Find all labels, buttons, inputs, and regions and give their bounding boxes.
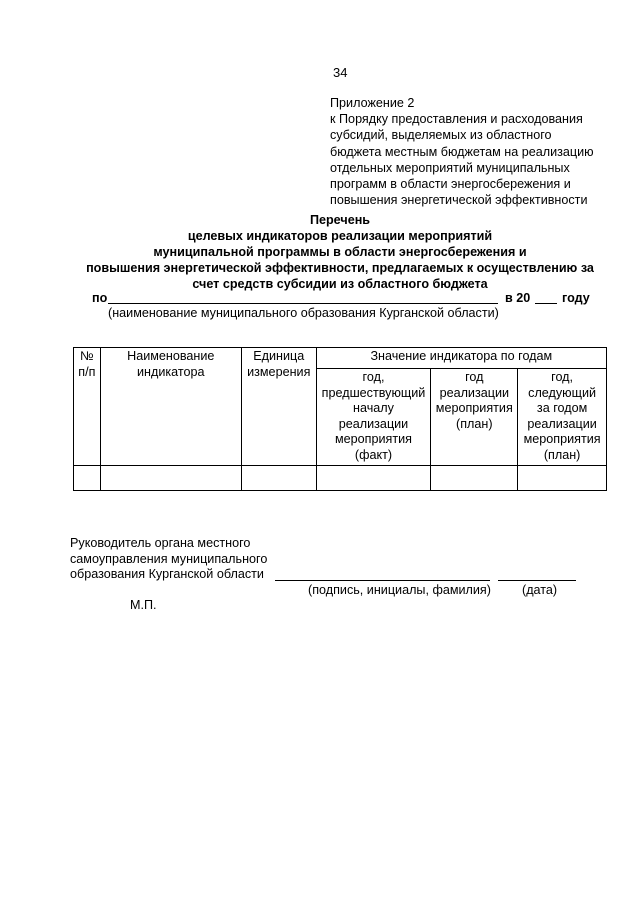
table-header-row <box>74 348 607 369</box>
municipality-caption: (наименование муниципального образования Курганской области) <box>108 306 499 320</box>
header-values: Значение индикатора по годам <box>316 348 606 369</box>
date-blank <box>498 580 576 581</box>
period-prefix: по <box>92 291 108 305</box>
appendix-line: отдельных мероприятий муниципальных <box>330 160 570 175</box>
signature-caption: (подпись, инициалы, фамилия) <box>308 583 491 597</box>
signatory-line: Руководитель органа местного <box>70 536 251 550</box>
table-cell <box>316 465 431 490</box>
header-num: № п/п <box>74 348 101 466</box>
table-cell <box>100 465 241 490</box>
table-row <box>74 465 607 490</box>
header-prev-year: год, предшествующий началу реализации мероприятия (факт) <box>316 369 431 466</box>
title-line: муниципальной программы в области энергосбережения и <box>153 245 527 259</box>
year-prefix: в 20 <box>505 291 531 305</box>
signature-blank <box>275 580 490 581</box>
title-line: счет средств субсидии из областного бюджета <box>192 277 488 291</box>
title-line: повышения энергетической эффективности, предлагаемых к осуществлению за <box>86 261 594 275</box>
document-title <box>60 212 620 292</box>
year-suffix: году <box>562 291 590 305</box>
appendix-header <box>330 95 620 208</box>
table-cell <box>74 465 101 490</box>
header-unit: Единица измерения <box>241 348 316 466</box>
title-line: целевых индикаторов реализации мероприятий <box>187 229 493 243</box>
header-next-year: год, следующий за годом реализации мероприятия (план) <box>518 369 607 466</box>
table-cell <box>241 465 316 490</box>
stamp-place: М.П. <box>130 598 157 612</box>
year-blank <box>535 303 557 304</box>
appendix-line: программ в области энергосбережения и <box>330 177 571 192</box>
appendix-line: к Порядку предоставления и расходования <box>330 112 583 127</box>
appendix-line: Приложение 2 <box>330 96 415 110</box>
table-cell <box>431 465 518 490</box>
page-number: 34 <box>333 65 348 80</box>
appendix-line: субсидий, выделяемых из областного <box>330 128 552 143</box>
signatory-line: образования Курганской области <box>70 567 264 582</box>
period-line <box>92 291 612 307</box>
appendix-line: бюджета местным бюджетам на реализацию <box>330 144 594 159</box>
header-name: Наименование индикатора <box>100 348 241 466</box>
municipality-blank <box>108 303 498 304</box>
table-cell <box>518 465 607 490</box>
title-line: Перечень <box>309 213 371 227</box>
indicator-table <box>73 347 607 491</box>
date-caption: (дата) <box>522 583 558 597</box>
appendix-line: повышения энергетической эффективности <box>330 193 588 208</box>
header-current-year: год реализации мероприятия (план) <box>431 369 518 466</box>
signatory-block <box>70 536 267 583</box>
signatory-line: самоуправления муниципального <box>70 551 268 566</box>
